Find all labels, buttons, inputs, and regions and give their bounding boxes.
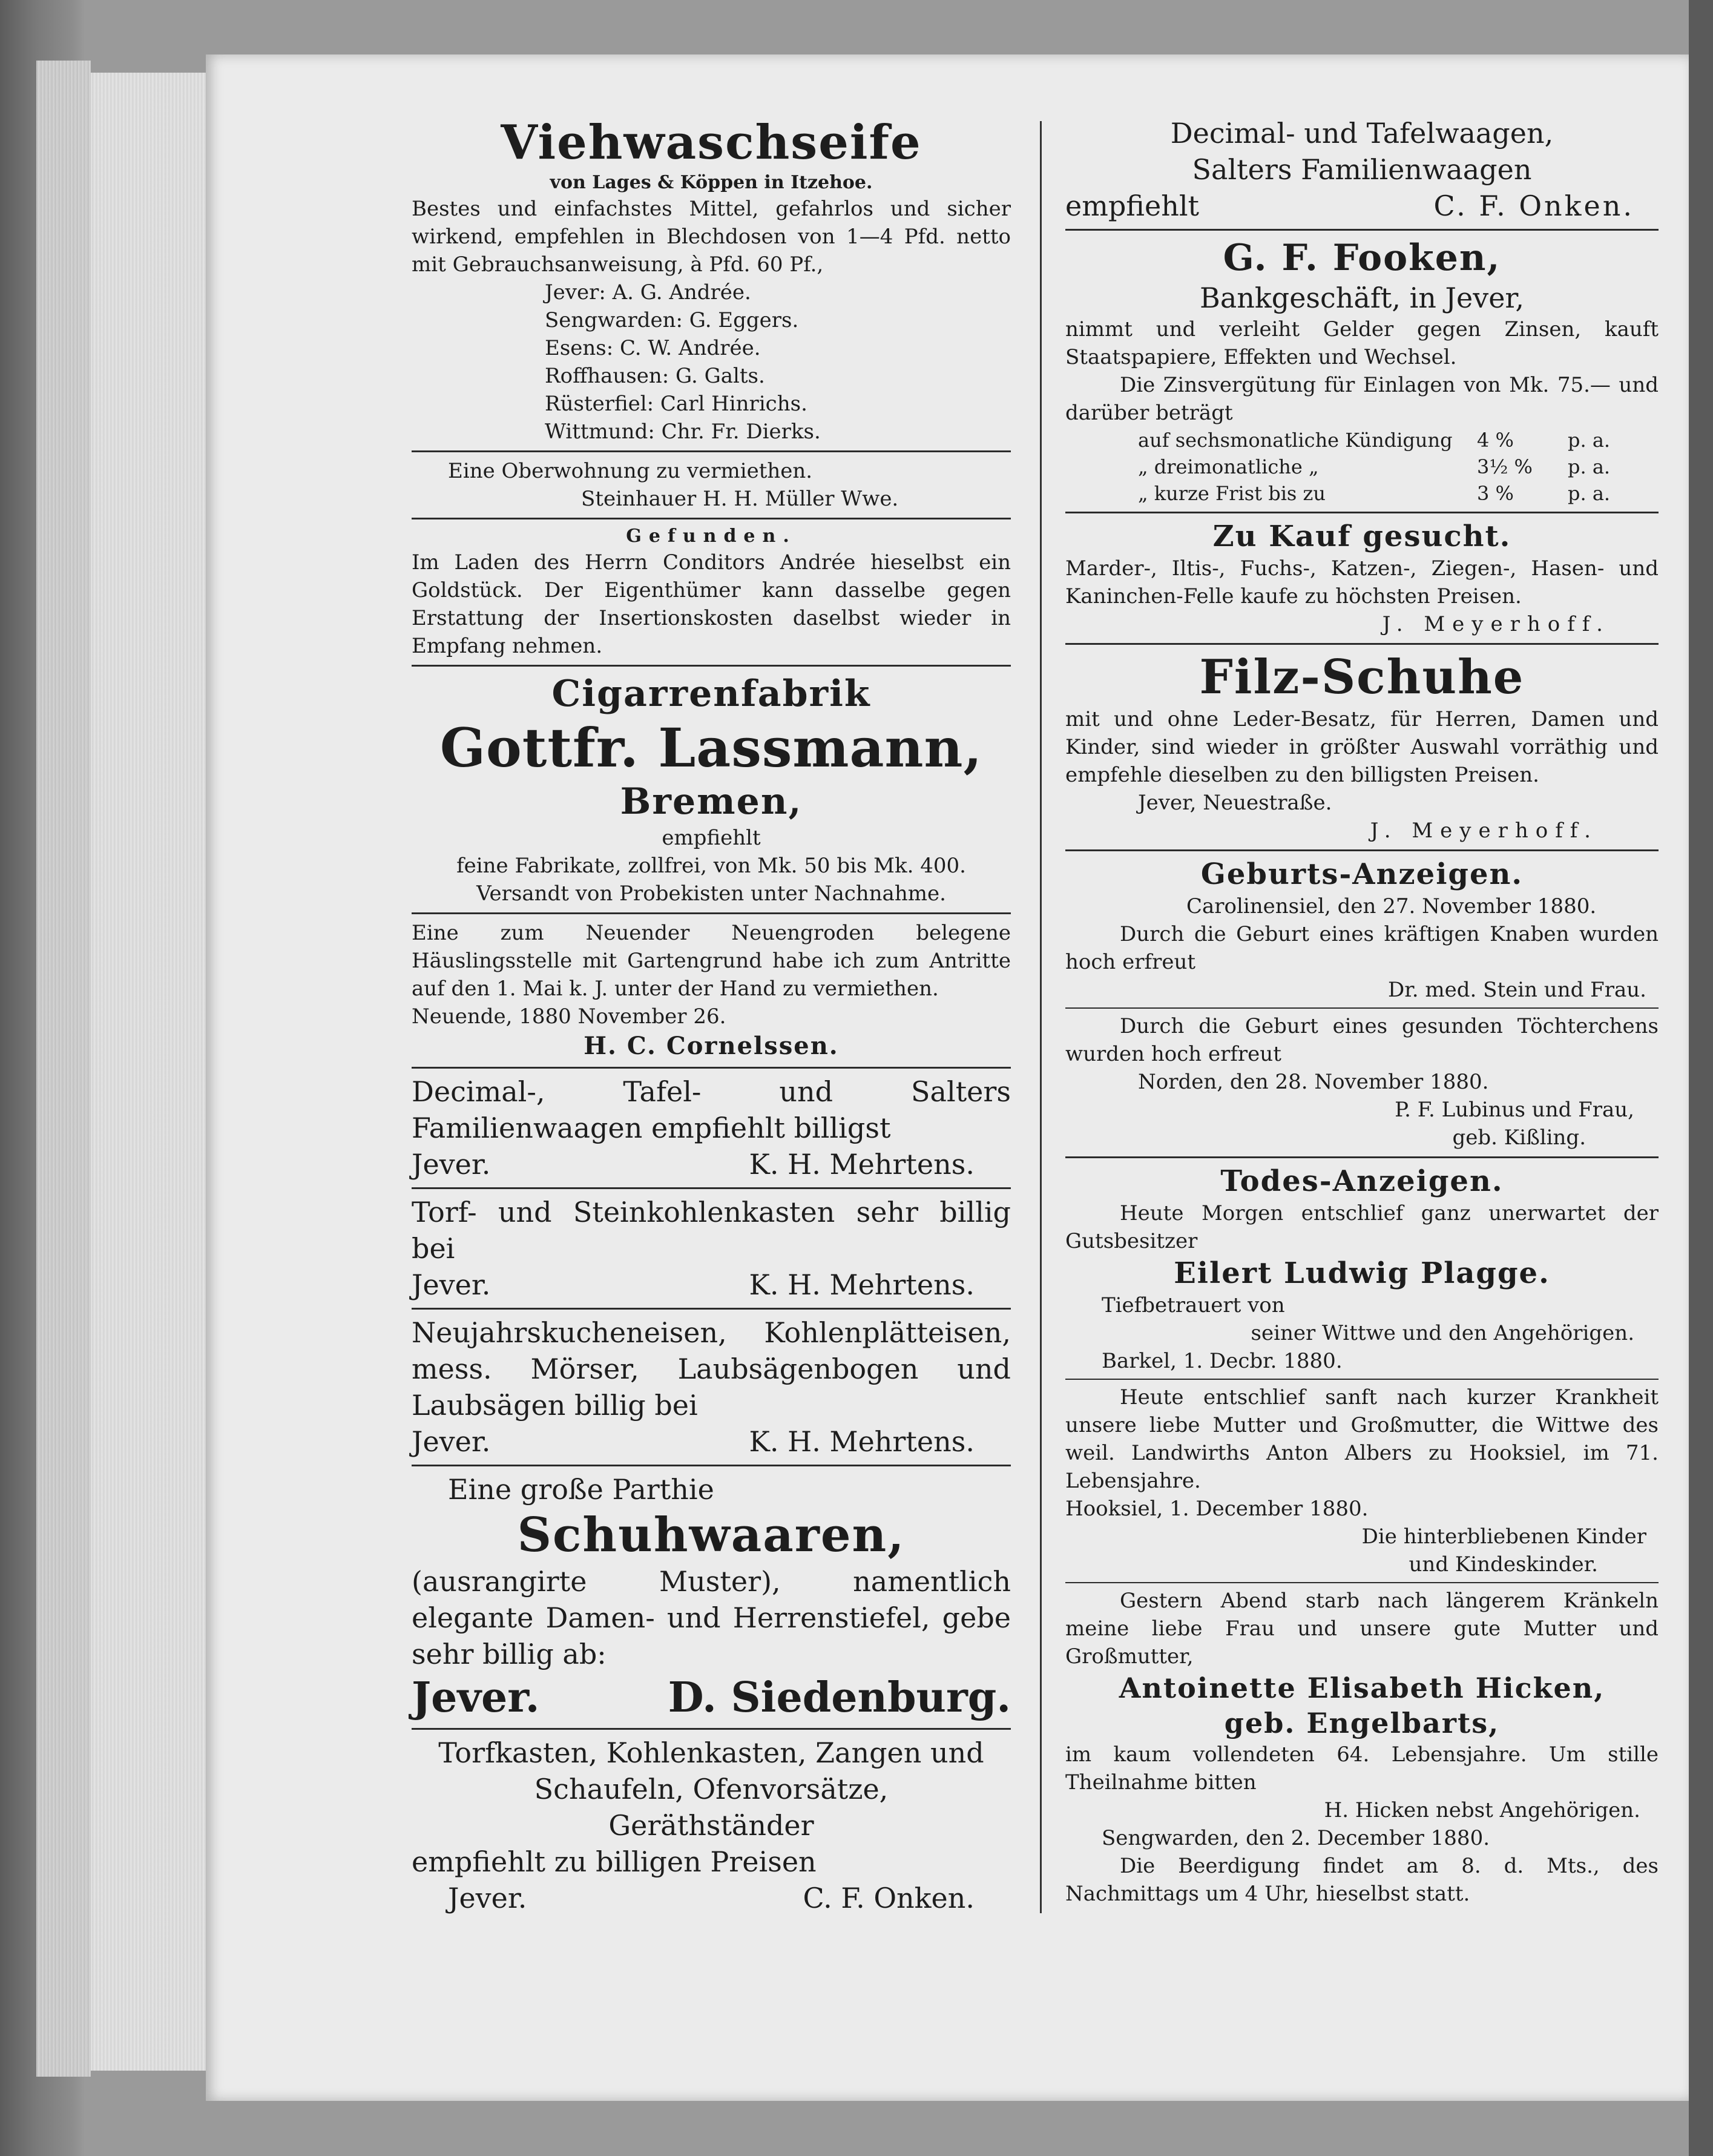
rate-term: „ dreimonatliche „	[1138, 455, 1319, 478]
ad-separator	[1065, 1379, 1659, 1380]
ad-separator	[412, 1728, 1011, 1730]
birth-date: Norden, den 28. November 1880.	[1138, 1070, 1489, 1094]
death-date: Sengwarden, den 2. December 1880.	[1102, 1826, 1490, 1850]
ad-title: Cigarrenfabrik	[551, 673, 871, 715]
ad-mehrtens-waagen	[412, 1073, 1011, 1182]
ad-footer	[412, 1880, 1011, 1916]
birth-signature: Dr. med. Stein und Frau.	[1388, 978, 1646, 1002]
ad-separator	[1065, 229, 1659, 231]
section-deaths	[1065, 1163, 1659, 1908]
ad-verb: empfiehlt	[1065, 190, 1200, 222]
ad-line: Versandt von Probekisten unter Nachnahme.	[476, 882, 946, 906]
ad-mehrtens-neujahr	[412, 1314, 1011, 1460]
death-date: Hooksiel, 1. December 1880.	[1065, 1497, 1369, 1521]
death-body: Gestern Abend starb nach längerem Kränkeln meine liebe Frau und unsere gute Mutter und Großmutter,	[1065, 1589, 1659, 1669]
ad-body: mit und ohne Leder-Besatz, für Herren, Damen und Kinder, sind wieder in größter Auswahl vorräthig und empfehle dieselben zu den billigsten Preisen.	[1065, 707, 1659, 787]
death-signature-line2: und Kindeskinder.	[1409, 1552, 1598, 1577]
ad-title: Schuhwaaren,	[517, 1508, 906, 1563]
ad-body: Bestes und einfachstes Mittel, gefahrlos und sicher wirkend, empfehlen in Blechdosen von 1—4 Pfd. netto mit Gebrauchsanweisung, à Pfd. 60 Pf.,	[412, 197, 1011, 277]
dealer-line: Jever: A. G. Andrée.	[545, 280, 751, 305]
ad-line: empfiehlt zu billigen Preisen	[412, 1845, 817, 1878]
ad-mehrtens-kohlenkasten	[412, 1194, 1011, 1303]
ad-haeuslingsstelle	[412, 919, 1011, 1062]
ad-signature: K. H. Mehrtens.	[749, 1425, 975, 1458]
ad-line: Geräthständer	[608, 1809, 814, 1842]
company-city: Bremen,	[620, 780, 803, 823]
birth-body: Durch die Geburt eines gesunden Töchterchens wurden hoch erfreut	[1065, 1014, 1659, 1066]
ad-line: empfiehlt	[662, 826, 761, 850]
death-signature: Die hinterbliebenen Kinder	[1361, 1525, 1646, 1549]
rate-value: 3½ %	[1477, 455, 1533, 478]
ad-footer	[412, 1672, 1011, 1723]
ad-separator	[412, 1308, 1011, 1310]
ad-body: Marder-, Iltis-, Fuchs-, Katzen-, Ziegen-, Hasen- und Kaninchen-Felle kaufe zu höchsten Preisen.	[1065, 556, 1659, 608]
dealer-line: Wittmund: Chr. Fr. Dierks.	[545, 420, 821, 444]
ad-place: Jever.	[412, 1673, 540, 1722]
rate-term: „ kurze Frist bis zu	[1138, 482, 1326, 505]
ad-signature: Steinhauer H. H. Müller Wwe.	[581, 487, 899, 511]
ad-title: G. F. Fooken,	[1223, 237, 1501, 279]
left-column	[412, 115, 1011, 1916]
ad-zu-kauf-gesucht	[1065, 518, 1659, 638]
ad-separator	[412, 518, 1011, 519]
death-mourners: Tiefbetrauert von	[1102, 1293, 1285, 1317]
section-title: Todes-Anzeigen.	[1220, 1164, 1504, 1198]
death-body: im kaum vollendeten 64. Lebensjahre. Um stille Theilnahme bitten	[1065, 1742, 1659, 1795]
rate-row	[1065, 480, 1659, 507]
rate-unit: p. a.	[1568, 455, 1611, 478]
ad-cigarrenfabrik	[412, 671, 1011, 908]
ad-oberwohnung	[412, 457, 1011, 513]
deceased-name: Eilert Ludwig Plagge.	[1174, 1256, 1550, 1290]
interest-rate-table	[1065, 427, 1659, 507]
rate-unit: p. a.	[1568, 482, 1611, 505]
ad-intro: Eine große Parthie	[448, 1473, 714, 1506]
ad-footer	[412, 1146, 1011, 1182]
ad-separator	[412, 1187, 1011, 1189]
dealer-line: Sengwarden: G. Eggers.	[545, 308, 799, 332]
ad-gefunden	[412, 524, 1011, 660]
ad-separator	[412, 450, 1011, 452]
dealer-line: Esens: C. W. Andrée.	[545, 336, 761, 360]
ad-separator	[1065, 1582, 1659, 1583]
death-signature: H. Hicken nebst Angehörigen.	[1324, 1798, 1640, 1822]
funeral-note: Die Beerdigung findet am 8. d. Mts., des Nachmittags um 4 Uhr, hieselbst statt.	[1065, 1854, 1659, 1906]
rate-term: auf sechsmonatliche Kündigung	[1138, 429, 1453, 452]
ad-separator	[1065, 643, 1659, 645]
ad-separator	[412, 665, 1011, 667]
column-divider	[1040, 121, 1042, 1913]
ad-body: Eine Oberwohnung zu vermiethen.	[448, 459, 813, 483]
ad-separator	[1065, 512, 1659, 513]
dealer-line: Rüsterfiel: Carl Hinrichs.	[545, 392, 807, 416]
ad-onken-waagen	[1065, 115, 1659, 224]
right-column	[1065, 115, 1659, 1908]
ad-separator	[1065, 849, 1659, 851]
ad-title: Zu Kauf gesucht.	[1212, 519, 1511, 553]
company-name: Gottfr. Lassmann,	[439, 716, 983, 779]
ad-separator	[412, 1067, 1011, 1069]
rate-value: 4 %	[1477, 429, 1514, 452]
ad-title: Filz-Schuhe	[1199, 650, 1525, 705]
ad-body: Neujahrskucheneisen, Kohlenplätteisen, mess. Mörser, Laubsägenbogen und Laubsägen billig bei	[412, 1316, 1011, 1422]
ad-place: Jever.	[412, 1425, 491, 1458]
ad-line: feine Fabrikate, zollfrei, von Mk. 50 bis Mk. 400.	[456, 854, 966, 878]
ad-place: Jever.	[412, 1268, 491, 1301]
ad-separator	[1065, 1156, 1659, 1158]
rate-row	[1065, 427, 1659, 453]
ad-schuhwaaren	[412, 1471, 1011, 1723]
right-scan-margin	[1689, 0, 1713, 2156]
ad-line: Die Zinsvergütung für Einlagen von Mk. 75.— und darüber beträgt	[1065, 373, 1659, 425]
section-title: Geburts-Anzeigen.	[1200, 857, 1524, 891]
rate-row	[1065, 453, 1659, 480]
birth-date: Carolinensiel, den 27. November 1880.	[1186, 894, 1597, 918]
ad-place: Jever.	[412, 1148, 491, 1181]
ad-viehwaschseife	[412, 115, 1011, 446]
death-date: Barkel, 1. Decbr. 1880.	[1102, 1349, 1343, 1373]
ad-subtitle: von Lages & Köppen in Itzehoe.	[550, 172, 873, 193]
ad-signature: K. H. Mehrtens.	[749, 1268, 975, 1301]
dealer-line: Roffhausen: G. Galts.	[545, 364, 765, 388]
ad-body: Torf- und Steinkohlenkasten sehr billig bei	[412, 1196, 1011, 1265]
ad-separator	[1065, 1007, 1659, 1009]
ad-signature: H. C. Cornelssen.	[584, 1032, 839, 1060]
rate-unit: p. a.	[1568, 429, 1611, 452]
ad-separator	[412, 1465, 1011, 1466]
ad-separator	[412, 912, 1011, 914]
ad-title: Gefunden.	[626, 526, 797, 547]
ad-body: Im Laden des Herrn Conditors Andrée hieselbst ein Goldstück. Der Eigenthümer kann dasselbe gegen Erstattung der Insertionskosten daselbst wieder in Empfang nehmen.	[412, 550, 1011, 658]
ad-body: Decimal-, Tafel- und Salters Familienwaagen empfiehlt billigst	[412, 1075, 1011, 1144]
book-page-stack	[91, 73, 224, 2071]
ad-body: nimmt und verleiht Gelder gegen Zinsen, kauft Staatspapiere, Effekten und Wechsel.	[1065, 317, 1659, 369]
death-mourners-line2: seiner Wittwe und den Angehörigen.	[1251, 1321, 1634, 1345]
ad-body: Eine zum Neuender Neuengroden belegene Häuslingsstelle mit Gartengrund habe ich zum Antritte auf den 1. Mai k. J. unter der Hand zu vermiethen.	[412, 921, 1011, 1001]
ad-footer	[1065, 188, 1659, 224]
birth-signature-line2: geb. Kißling.	[1452, 1126, 1586, 1150]
ad-signature: C. F. Onken.	[803, 1882, 975, 1914]
ad-body: Torfkasten, Kohlenkasten, Zangen und Schaufeln, Ofenvorsätze,	[438, 1736, 984, 1805]
ad-signature: J. Meyerhoff.	[1382, 612, 1610, 636]
book-spine-edge	[36, 61, 92, 2077]
birth-signature: P. F. Lubinus und Frau,	[1395, 1098, 1634, 1122]
ad-signature: K. H. Mehrtens.	[749, 1148, 975, 1181]
ad-onken-torfkasten	[412, 1735, 1011, 1916]
death-body: Heute Morgen entschlief ganz unerwartet der Gutsbesitzer	[1065, 1201, 1659, 1253]
ad-line: Salters Familienwaagen	[1192, 153, 1532, 186]
deceased-maiden-name: geb. Engelbarts,	[1224, 1707, 1500, 1739]
death-body: Heute entschlief sanft nach kurzer Krankheit unsere liebe Mutter und Großmutter, die Wittwe des weil. Landwirths Anton Albers zu Hooksiel, im 71. Lebensjahre.	[1065, 1385, 1659, 1493]
ad-signature: D. Siedenburg.	[668, 1673, 1011, 1722]
ad-line: Decimal- und Tafelwaagen,	[1170, 117, 1554, 150]
ad-date: Neuende, 1880 November 26.	[412, 1004, 726, 1029]
ad-signature: J. Meyerhoff.	[1370, 819, 1598, 843]
ad-title: Viehwaschseife	[501, 115, 922, 170]
ad-footer	[412, 1267, 1011, 1303]
ad-body: (ausrangirte Muster), namentlich elegante Damen- und Herrenstiefel, gebe sehr billig ab:	[412, 1565, 1011, 1670]
deceased-name: Antoinette Elisabeth Hicken,	[1119, 1672, 1605, 1704]
ad-signature: C. F. Onken.	[1433, 190, 1634, 222]
ad-filz-schuhe	[1065, 650, 1659, 845]
ad-place: Jever.	[448, 1882, 527, 1914]
ad-place: Jever, Neuestraße.	[1138, 791, 1332, 815]
rate-value: 3 %	[1477, 482, 1514, 505]
ad-footer	[412, 1423, 1011, 1460]
ad-subtitle: Bankgeschäft, in Jever,	[1200, 282, 1524, 314]
section-births	[1065, 856, 1659, 1152]
ad-fooken-bank	[1065, 236, 1659, 507]
birth-body: Durch die Geburt eines kräftigen Knaben wurden hoch erfreut	[1065, 922, 1659, 974]
